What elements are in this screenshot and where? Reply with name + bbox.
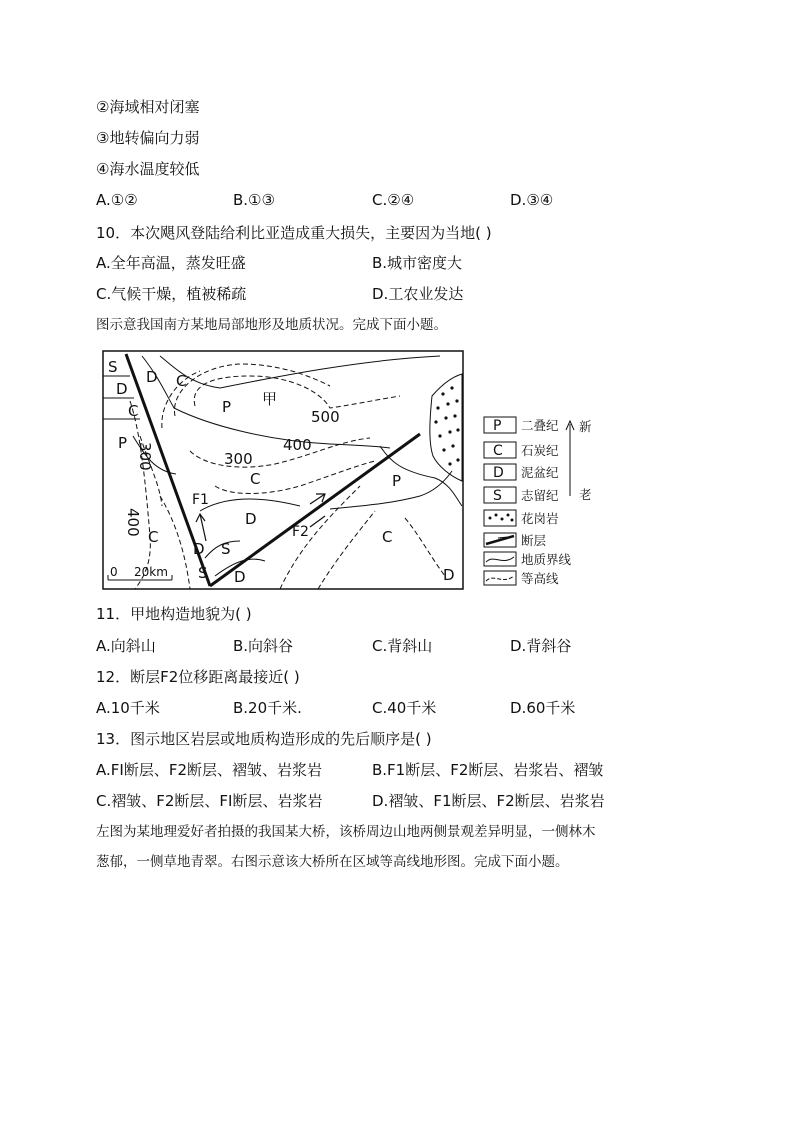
map-frame: [103, 351, 463, 589]
age-label-old: 老: [579, 487, 592, 502]
contour-value-300: 300: [224, 450, 253, 468]
label-p-right: P: [392, 472, 402, 490]
label-d-top: D: [146, 368, 158, 386]
q9-statement-2: ②海域相对闭塞: [96, 98, 200, 116]
label-c-left: C: [148, 528, 159, 546]
legend-symbol-p: P: [493, 418, 502, 434]
legend-symbol-s: S: [493, 488, 502, 504]
legend-label-fault: 断层: [521, 533, 547, 548]
label-d-low: D: [245, 510, 257, 528]
fault-label-f2: F2: [292, 524, 309, 540]
legend-granite-symbol: [489, 514, 514, 522]
q13-stem: 13．图示地区岩层或地质构造形成的先后顺序是( ): [96, 730, 432, 748]
contour-value-500: 500: [311, 408, 340, 426]
legend-label-p: 二叠纪: [521, 418, 559, 433]
q10-option-d[interactable]: D.工农业发达: [372, 285, 464, 303]
q11-option-b[interactable]: B.向斜谷: [233, 637, 294, 655]
granite-dots: [434, 386, 459, 465]
q11-option-c[interactable]: C.背斜山: [372, 637, 433, 655]
q9-statement-4: ④海水温度较低: [96, 160, 200, 178]
strata-label-d: D: [116, 380, 128, 398]
legend-contour-symbol: [486, 576, 514, 581]
strata-label-c: C: [128, 402, 139, 420]
q10-option-c[interactable]: C.气候干燥，植被稀疏: [96, 285, 247, 303]
label-c-top: C: [176, 372, 187, 390]
q9-option-c[interactable]: C.②④: [372, 191, 415, 209]
q12-option-a[interactable]: A.10千米: [96, 699, 160, 717]
strata-label-p: P: [118, 434, 128, 452]
q9-option-b[interactable]: B.①③: [233, 191, 275, 209]
strata-label-s: S: [108, 358, 118, 376]
q13-option-a[interactable]: A.FI断层、F2断层、褶皱、岩浆岩: [96, 761, 322, 779]
label-d-corner: D: [443, 566, 455, 584]
q10-option-a[interactable]: A.全年高温，蒸发旺盛: [96, 254, 246, 272]
label-p-mid: P: [222, 398, 232, 416]
q13-option-b[interactable]: B.F1断层、F2断层、岩浆岩、褶皱: [372, 761, 604, 779]
scale-zero: 0: [110, 565, 118, 579]
q9-statement-3: ③地转偏向力弱: [96, 129, 200, 147]
q11-option-d[interactable]: D.背斜谷: [510, 637, 572, 655]
scale-distance: 20km: [134, 565, 168, 579]
age-label-new: 新: [579, 419, 592, 434]
label-d-fault: D: [193, 540, 205, 558]
q9-option-a[interactable]: A.①②: [96, 191, 138, 209]
map-intro: 图示意我国南方某地局部地形及地质状况。完成下面小题。: [96, 317, 447, 333]
q10-option-b[interactable]: B.城市密度大: [372, 254, 463, 272]
legend-label-boundary: 地质界线: [521, 552, 572, 567]
q12-option-b[interactable]: B.20千米.: [233, 699, 302, 717]
legend-symbol-d: D: [493, 465, 504, 481]
bridge-intro-line-2: 葱郁，一侧草地青翠。右图示意该大桥所在区域等高线地形图。完成下面小题。: [96, 854, 569, 870]
q13-option-c[interactable]: C.褶皱、F2断层、FI断层、岩浆岩: [96, 792, 323, 810]
label-jia: 甲: [262, 390, 278, 408]
contour-value-300-left: 300: [136, 442, 154, 471]
contour-value-400-left: 400: [124, 508, 142, 537]
legend-label-granite: 花岗岩: [521, 511, 559, 526]
map-legend: [484, 417, 592, 586]
label-s-low: S: [221, 540, 231, 558]
q12-option-d[interactable]: D.60千米: [510, 699, 576, 717]
label-c-mid: C: [250, 470, 261, 488]
legend-label-d: 泥盆纪: [521, 465, 559, 480]
legend-boundary-symbol: [486, 557, 514, 562]
legend-label-contour: 等高线: [521, 571, 559, 586]
q13-option-d[interactable]: D.褶皱、F1断层、F2断层、岩浆岩: [372, 792, 605, 810]
label-d-bottom: D: [234, 568, 246, 586]
contour-value-400: 400: [283, 436, 312, 454]
q11-stem: 11．甲地构造地貌为( ): [96, 605, 252, 623]
q12-option-c[interactable]: C.40千米: [372, 699, 437, 717]
q12-stem: 12．断层F2位移距离最接近( ): [96, 668, 300, 686]
legend-label-c: 石炭纪: [521, 443, 559, 458]
bridge-intro-line-1: 左图为某地理爱好者拍摄的我国某大桥，该桥周边山地两侧景观差异明显，一侧林木: [96, 824, 596, 840]
geological-map-figure: [100, 346, 620, 594]
label-s-corner: S: [198, 564, 208, 582]
q11-option-a[interactable]: A.向斜山: [96, 637, 156, 655]
q10-stem: 10．本次飓风登陆给利比亚造成重大损失，主要因为当地( ): [96, 224, 492, 242]
label-c-right: C: [382, 528, 393, 546]
legend-fault-symbol: [486, 536, 514, 544]
q9-option-d[interactable]: D.③④: [510, 191, 554, 209]
fault-label-f1: F1: [192, 492, 209, 508]
legend-symbol-c: C: [493, 443, 503, 459]
legend-label-s: 志留纪: [521, 488, 559, 503]
